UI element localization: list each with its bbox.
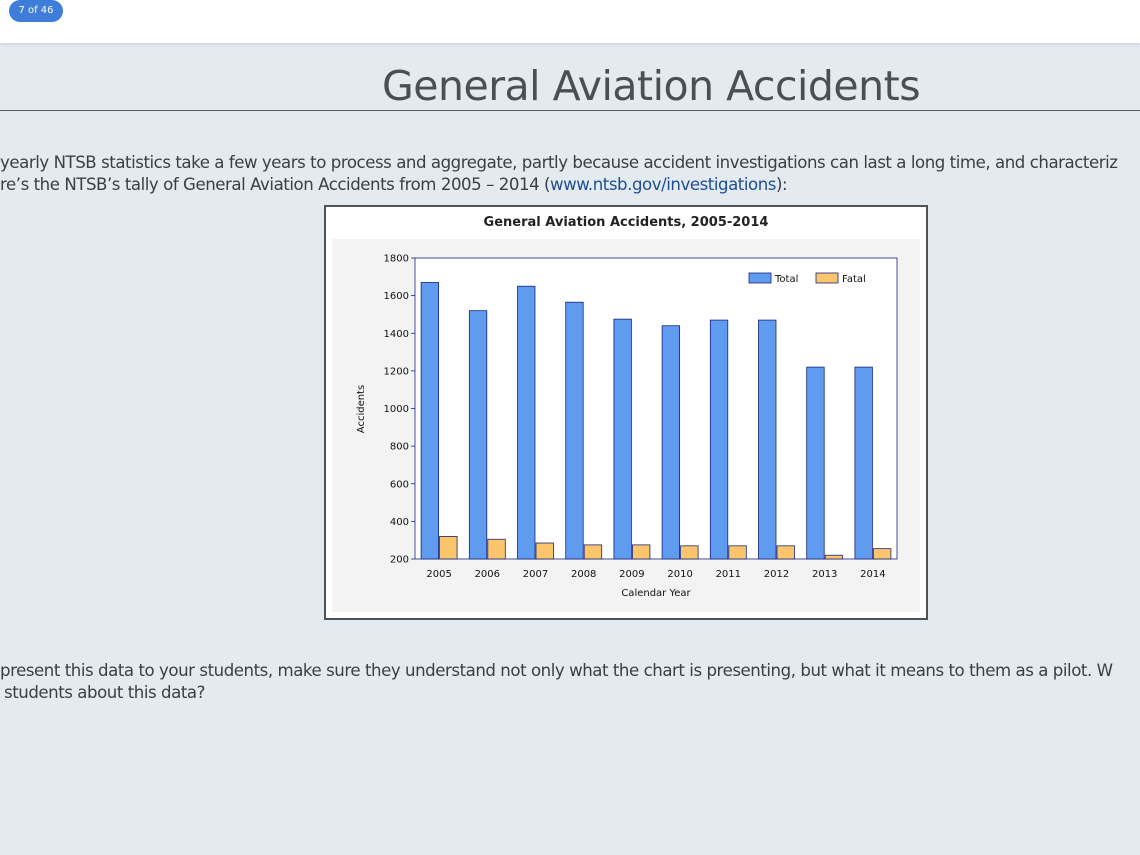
x-tick-label: 2013 — [811, 569, 838, 580]
bar-fatal-2013 — [825, 555, 843, 559]
bar-fatal-2010 — [681, 546, 699, 559]
y-tick-label: 800 — [389, 441, 409, 453]
bar-fatal-2007 — [536, 543, 554, 559]
intro-line-1: yearly NTSB statistics take a few years to process and aggregate, partly because accident investigations can last a long time, and characteriz — [0, 153, 1118, 172]
slide-title-bar — [0, 58, 1140, 111]
legend-swatch-fatal — [816, 273, 838, 283]
bar-total-2010 — [662, 326, 680, 559]
x-tick-label: 2012 — [763, 569, 790, 580]
plot-area — [415, 258, 897, 559]
bar-total-2014 — [855, 367, 873, 559]
bar-fatal-2005 — [440, 536, 458, 559]
accidents-chart — [326, 207, 926, 618]
bar-fatal-2008 — [584, 545, 602, 559]
y-tick-label: 600 — [389, 479, 409, 491]
bar-fatal-2006 — [488, 539, 506, 559]
bar-total-2005 — [421, 282, 439, 559]
x-tick-label: 2010 — [667, 569, 693, 580]
x-tick-label: 2014 — [860, 569, 886, 580]
bar-total-2008 — [566, 302, 584, 559]
outro-line-1: present this data to your students, make sure they understand not only what the chart is presenting, but what it means to them as a pilot. W — [0, 661, 1113, 680]
page-counter-badge[interactable]: 7 of 46 — [9, 0, 63, 22]
page-title: General Aviation Accidents — [382, 62, 921, 110]
x-tick-label: 2008 — [570, 569, 597, 580]
bar-fatal-2011 — [729, 546, 747, 559]
legend-label-total: Total — [775, 274, 799, 285]
intro-line-2-suffix: ): — [776, 175, 788, 194]
y-axis-label: Accidents — [356, 384, 367, 434]
x-tick-label: 2005 — [426, 569, 452, 580]
bar-fatal-2009 — [632, 545, 650, 559]
x-tick-label: 2011 — [715, 569, 742, 580]
bar-total-2011 — [710, 320, 728, 559]
bar-total-2006 — [469, 311, 487, 559]
chart-frame — [324, 205, 928, 620]
y-tick-label: 1800 — [383, 253, 409, 265]
x-axis-label: Calendar Year — [621, 588, 691, 599]
x-tick-label: 2007 — [522, 569, 549, 580]
y-tick-label: 1600 — [383, 291, 409, 303]
y-tick-label: 400 — [389, 516, 409, 528]
bar-total-2007 — [518, 286, 536, 559]
top-bar — [0, 0, 1140, 43]
legend-swatch-total — [749, 273, 771, 283]
bar-total-2012 — [759, 320, 777, 559]
y-tick-label: 200 — [389, 554, 409, 566]
legend-label-fatal: Fatal — [842, 274, 866, 285]
y-tick-label: 1200 — [383, 366, 409, 378]
x-tick-label: 2009 — [619, 569, 645, 580]
bar-total-2009 — [614, 319, 632, 559]
outro-paragraph — [0, 660, 1140, 704]
y-tick-label: 1000 — [383, 404, 409, 415]
bar-fatal-2012 — [777, 546, 795, 559]
intro-line-2 — [0, 174, 1140, 196]
y-tick-label: 1400 — [383, 328, 409, 340]
intro-paragraph — [0, 152, 1140, 196]
outro-line-2: students about this data? — [4, 683, 205, 702]
bar-fatal-2014 — [873, 549, 891, 559]
ntsb-link[interactable]: www.ntsb.gov/investigations — [550, 175, 776, 194]
bar-total-2013 — [807, 367, 825, 559]
x-tick-label: 2006 — [474, 569, 501, 580]
intro-line-2-prefix: re’s the NTSB’s tally of General Aviation Accidents from 2005 – 2014 ( — [0, 175, 551, 194]
chart-title: General Aviation Accidents, 2005-2014 — [483, 215, 769, 230]
